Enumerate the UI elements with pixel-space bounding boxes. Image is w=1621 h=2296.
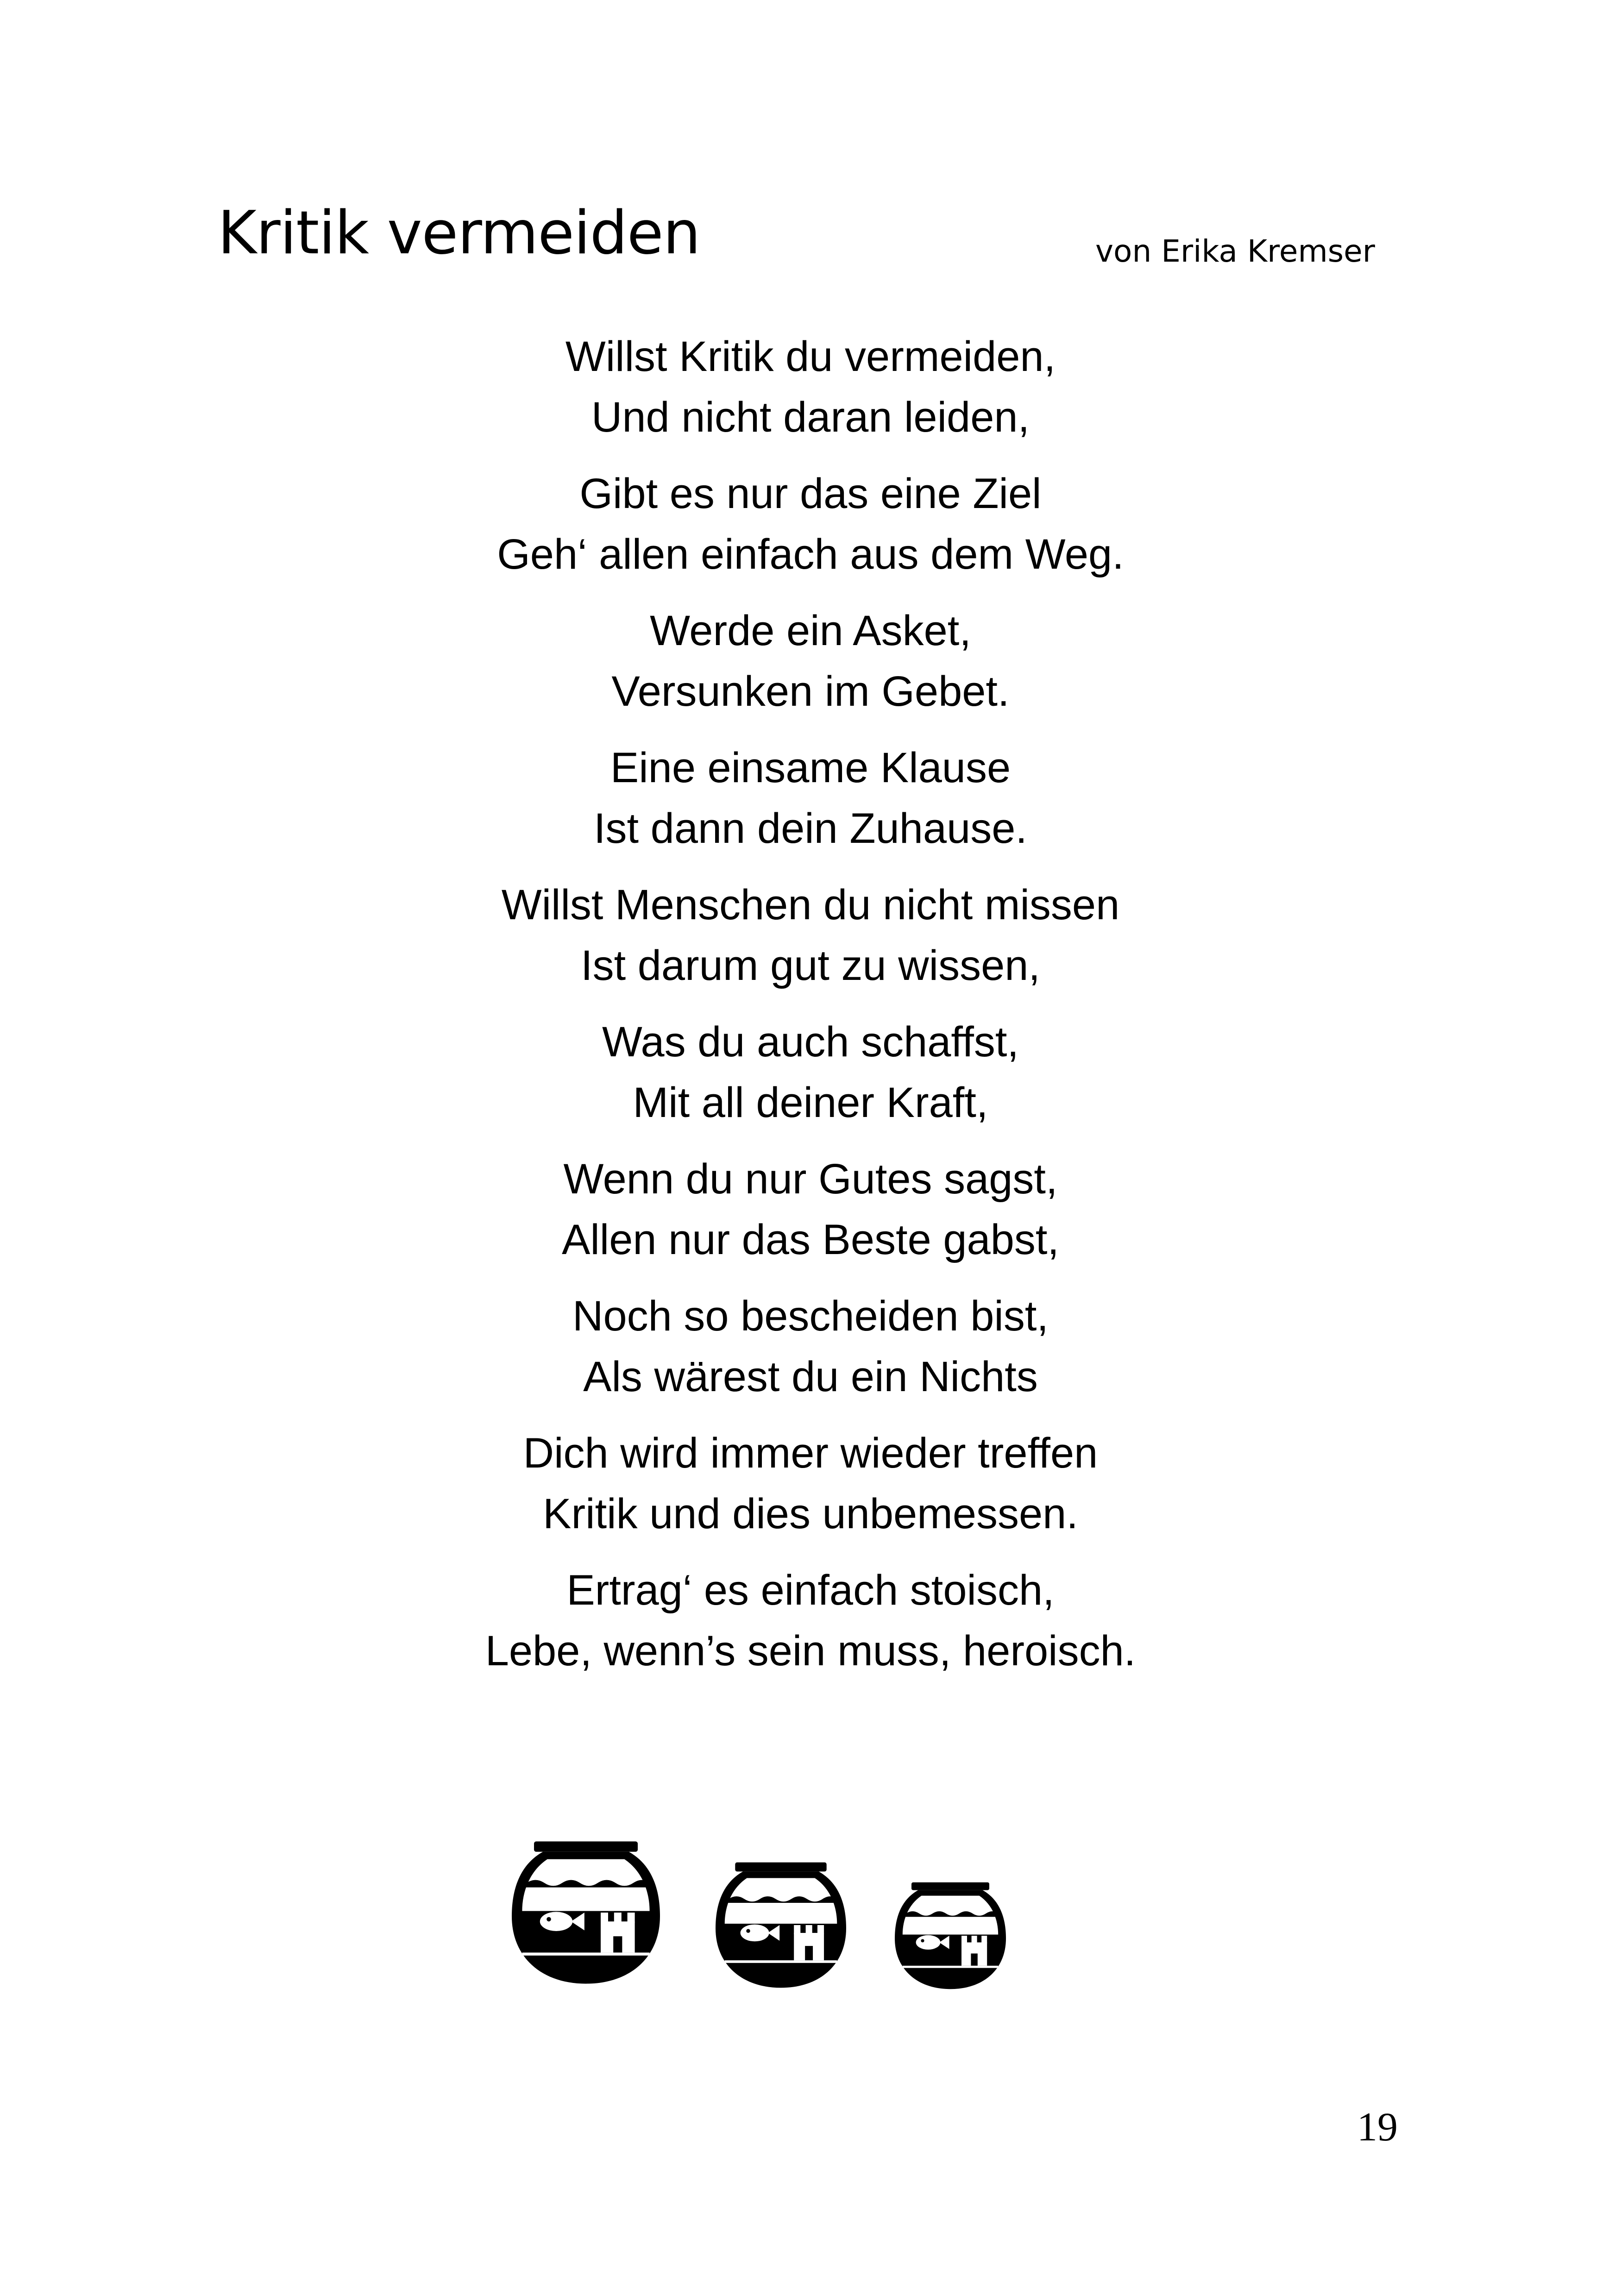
- poem-line: Ist darum gut zu wissen,: [581, 942, 1040, 989]
- poem-line: Gibt es nur das eine Ziel: [579, 470, 1042, 517]
- stanza: [0, 1423, 1621, 1544]
- stanza: [0, 1286, 1621, 1407]
- poem-line: Kritik und dies unbemessen.: [543, 1490, 1078, 1537]
- fishbowl-icon: [716, 1863, 846, 1988]
- poem-line: Geh‘ allen einfach aus dem Weg.: [497, 531, 1124, 578]
- poem-line: Versunken im Gebet.: [611, 668, 1010, 715]
- stanza: [0, 464, 1621, 585]
- stanza: [0, 738, 1621, 859]
- poem-line: Und nicht daran leiden,: [591, 394, 1030, 441]
- poem-line: Noch so bescheiden bist,: [572, 1292, 1049, 1340]
- poem-body: [0, 326, 1621, 1697]
- stanza: [0, 1149, 1621, 1270]
- poem-line: Willst Kritik du vermeiden,: [565, 333, 1056, 380]
- poem-line: Was du auch schaffst,: [602, 1018, 1019, 1066]
- poem-line: Werde ein Asket,: [650, 607, 971, 654]
- fishbowl-decoration: [0, 1829, 1621, 2005]
- poem-line: Mit all deiner Kraft,: [633, 1079, 988, 1126]
- poem-line: Als wärest du ein Nichts: [583, 1353, 1038, 1400]
- poem-line: Ertrag‘ es einfach stoisch,: [566, 1567, 1055, 1614]
- stanza: [0, 875, 1621, 996]
- poem-author: von Erika Kremser: [1095, 233, 1375, 269]
- stanza: [0, 1012, 1621, 1133]
- poem-title: Kritik vermeiden: [218, 199, 700, 268]
- stanza: [0, 1560, 1621, 1681]
- poem-line: Eine einsame Klause: [610, 744, 1011, 791]
- poem-line: Wenn du nur Gutes sagst,: [563, 1155, 1058, 1203]
- poem-line: Lebe, wenn’s sein muss, heroisch.: [485, 1627, 1136, 1675]
- page-number: 19: [1357, 2105, 1398, 2150]
- poem-line: Ist dann dein Zuhause.: [594, 805, 1027, 852]
- fishbowl-icon: [512, 1841, 660, 1983]
- poem-line: Allen nur das Beste gabst,: [562, 1216, 1059, 1263]
- poem-line: Dich wird immer wieder treffen: [523, 1430, 1098, 1477]
- poem-line: Willst Menschen du nicht missen: [501, 881, 1120, 928]
- stanza: [0, 326, 1621, 448]
- fishbowl-icon: [895, 1882, 1006, 1989]
- stanza: [0, 601, 1621, 722]
